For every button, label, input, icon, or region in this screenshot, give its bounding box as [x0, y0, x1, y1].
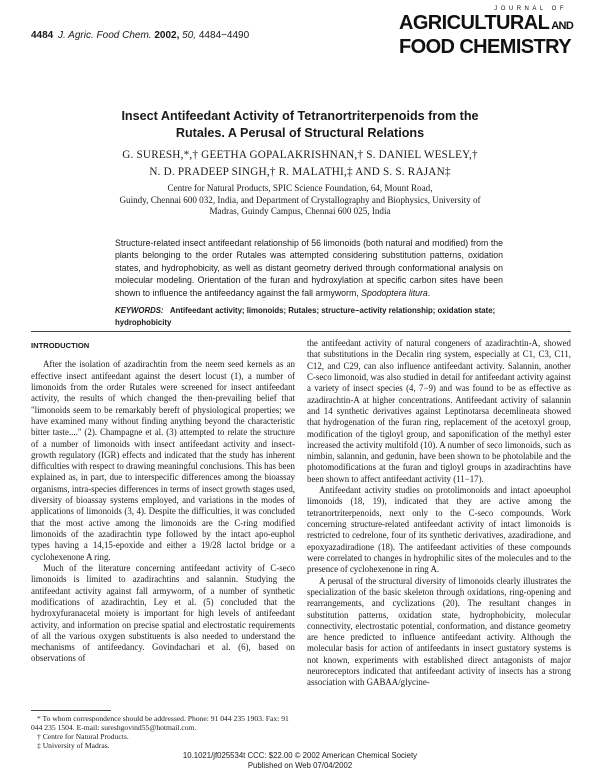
authors-line-2: N. D. PRADEEP SINGH,† R. MALATHI,‡ AND S. S. RAJAN‡	[149, 166, 451, 178]
journal-name: J. Agric. Food Chem.	[58, 30, 152, 41]
journal-year: 2002,	[154, 30, 180, 41]
abstract-end: .	[427, 287, 431, 298]
journal-pages: 4484−4490	[198, 30, 250, 41]
section-heading: INTRODUCTION	[31, 341, 90, 350]
affiliations	[95, 183, 505, 218]
logo-and: AND	[551, 20, 574, 32]
footnote-centre: † Centre for Natural Products.	[37, 732, 129, 741]
intro-paragraph-5: A perusal of the structural diversity of limonoids clearly illustrates the specialization of the basic skeleton through oxidations, ring-opening and rearrangements, and cyclizations (20). The resultant changes in substitution patterns, oxidation state, hydrophobicity, molecular connectivity, electrostatic potential, conformation, and distance geometry are hence predicted to influence antifeedant activity. Although the molecular basis for action of antifeedants in insect gustatory systems is not known, experiments with established direct antagonists of major neuroreceptors indicated that antifeedant activity of insects has a strong association with GABAA/glycine-	[307, 575, 571, 688]
keywords-label: KEYWORDS:	[115, 306, 164, 315]
body-column-right	[307, 338, 571, 689]
footnote-university: ‡ University of Madras.	[37, 741, 110, 750]
logo-agricultural: AGRICULTURAL	[399, 12, 550, 34]
article-title	[60, 108, 540, 142]
page-number: 4484	[31, 30, 54, 41]
title-line-2: Rutales. A Perusal of Structural Relations	[175, 126, 425, 140]
logo-line-3: FOOD CHEMISTRY	[399, 36, 571, 58]
footnotes	[31, 714, 295, 750]
keywords-text: Antifeedant activity; limonoids; Rutales; structure−activity relationship; oxidation state; hydrophobicity	[115, 306, 496, 327]
abstract	[115, 237, 503, 299]
page-footer	[100, 751, 500, 770]
footnote-correspondence: * To whom correspondence should be addressed. Phone: 91 044 235 1903. Fax: 91 044 235 1504. E-mail: sureshgovind55@hotmail.com.	[31, 714, 289, 732]
title-line-1: Insect Antifeedant Activity of Tetranortriterpenoids from the	[121, 109, 479, 123]
abstract-divider	[31, 331, 571, 332]
logo-line-1: JOURNAL OF	[494, 6, 567, 12]
page-header	[0, 0, 600, 84]
journal-logo	[399, 6, 574, 58]
footer-doi: 10.1021/jf025534t CCC: $22.00 © 2002 American Chemical Society	[182, 751, 418, 760]
author-list	[60, 147, 540, 181]
intro-paragraph-4: Antifeedant activity studies on protolimonoids and intact apoeuphol limonoids (18, 19), indicated that they are active among the tetranortriterpenoids, next only to the C-seco compounds. Work concerning structure-related antifeedant activity of intact limonoids is restricted to cedrelone, four of its synthetic derivatives, azadiradione, and epoxyazadiradione (18). The antifeedant activities of these compounds were correlated to changes in hydrophilic sites of the molecules and to the presence of cyclohexenone in ring A.	[307, 485, 571, 575]
affiliation-line-2: Guindy, Chennai 600 032, India, and Department of Crystallography and Biophysics, University of	[119, 194, 481, 205]
journal-volume: 50,	[182, 30, 197, 41]
abstract-text: Structure-related insect antifeedant relationship of 56 limonoids (both natural and modified) from the plants belonging to the order Rutales was attempted considering substitution patterns, oxidation states, and hydrophobicity, as well as distant geometry derived through conformational analysis on molecular modeling. Orientation of the furan and hydroxylation at specific carbon sites have been shown to influence the antifeedancy against the fall armyworm,	[115, 238, 503, 298]
abstract-species: Spodoptera litura	[361, 287, 428, 298]
footer-published: Published on Web 07/04/2002	[247, 760, 353, 770]
footnote-divider	[31, 710, 111, 711]
keywords	[115, 305, 503, 328]
affiliation-line-1: Centre for Natural Products, SPIC Science Foundation, 64, Mount Road,	[167, 183, 433, 193]
body-column-left	[31, 338, 295, 665]
affiliation-line-3: Madras, Guindy Campus, Chennai 600 025, India	[209, 206, 391, 216]
intro-paragraph-2: Much of the literature concerning antifeedant activity of C-seco limonoids is limited to azadirachtins and salannin. Studying the antifeedant activity against fall armyworm, of a number of synthetic modifications of azadirachtin, Ley et al. (5) concluded that the hydroxyfuranacetal moiety is important for high levels of antifeedant activity, and information on precise spatial and electrostatic requirements of all the various oxygen substituents is also needed to understand the mechanisms of antifeedancy. Govindachari et al. (6), based on observations of	[31, 562, 295, 664]
logo-line-2	[399, 12, 574, 37]
intro-paragraph-1: After the isolation of azadirachtin from the neem seed kernels as an effective insect antifeedant against the desert locust (1), a number of limonoids from the order Rutales were screened for insect antifeedant activity, the results of which changed the then-prevailing belief that "limonoids seem to be remarkably bereft of physiological properties; we have examined many without finding anything beyond the characteristic bitter taste...." (2). Champagne et al. (3) attempted to relate the structure of a number of limonoids with insect antifeedant activity and insect-growth regulatory (IGR) effects and indicated that the study has inherent difficulties with respect to drawing meaningful conclusions. This has been explained as, in part, due to interspecific differences among the bioassay organisms, intra-species differences in terms of insect growth stages used, diversity of bioassay systems employed, and variations in the modes of applications of limonoids (3, 4). Despite the difficulties, it was concluded that the most active among the limonoids are the C-ring modified limonoids of the azadirachtin type followed by the intact apo-euphol types having a 14,15-epoxide and either a 19/28 lactol bridge or a cyclohexenone A ring.	[31, 359, 295, 562]
authors-line-1: G. SURESH,*,† GEETHA GOPALAKRISHNAN,† S. DANIEL WESLEY,†	[122, 149, 478, 161]
journal-citation	[58, 30, 249, 41]
intro-paragraph-3: the antifeedant activity of natural congeners of azadirachtin-A, showed that substitutions in the Decalin ring system, especially at C1, C3, C11, C12, and C29, can also influence antifeedant activity. Salannin, another C-seco limonoid, was also studied in detail for antifeedant activity against a variety of insect species (4, 7−9) and was found to be as effective as azadirachtin-A at higher concentrations. Antifeedant activity of salannin and 14 synthetic derivatives against Leptinotarsa decemlineata showed that hydrogenation of the furan ring, replacement of the acetoxyl group, modification of the tigloyl group, and saponification of the methyl ester increased the activity multifold (10). A number of seco limonoids, such as nimbin, salannin, and gedunin, have been shown to be photolabile and the photomodifications at the furan and tigloyl groups in azadirachtins have been shown to affect antifeedant activity (11−17).	[307, 338, 571, 484]
